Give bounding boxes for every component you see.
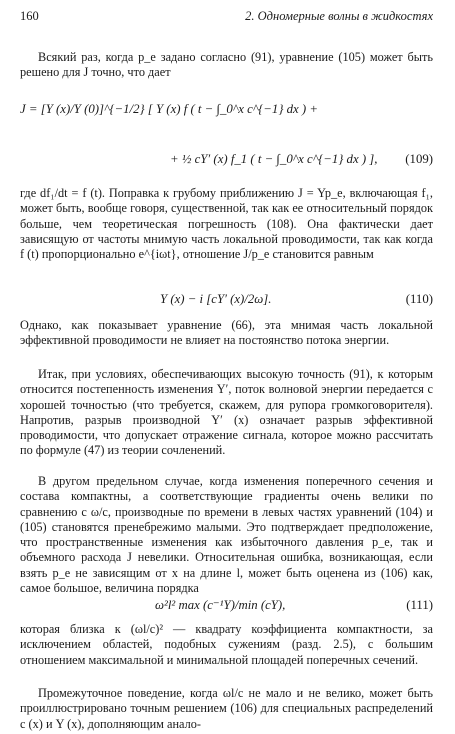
paragraph-5 xyxy=(20,474,433,596)
equation-109-line-1-text: J = [Y (x)/Y (0)]^{−1/2} [ Y (x) f ( t − ∫_0^x c^{−1} dx ) + xyxy=(20,102,319,116)
paragraph-2-text: где df₁/dt = f (t). Поправка к грубому приближению J = Yp_e, включающая f₁, может быть, вообще говоря, существенной, так как ее относительный порядок больше, чем теоретическая погрешность (108). Она фактически дает зависящую от частоты мнимую часть локальной проводимости, так как когда f (t) пропорционально e^{iωt}, отношение J/p_e становится равным xyxy=(20,186,433,262)
paragraph-2 xyxy=(20,186,433,262)
equation-110-number: (110) xyxy=(405,292,433,306)
running-title: 2. Одномерные волны в жидкостях xyxy=(245,9,433,23)
paragraph-3-text: Однако, как показывает уравнение (66), эта мнимая часть локальной эффективной проводимости не влияет на постоянство потока энергии. xyxy=(20,318,433,348)
paragraph-1 xyxy=(20,50,433,81)
page-header xyxy=(20,9,433,25)
paragraph-4 xyxy=(20,367,433,459)
paragraph-1-text: Всякий раз, когда p_e задано согласно (91), уравнение (105) может быть решено для J точно, что дает xyxy=(20,50,433,80)
paragraph-3 xyxy=(20,318,433,349)
paragraph-4-text: Итак, при условиях, обеспечивающих высокую точность (91), к которым относится постепенность изменения Y′, поток волновой энергии передается с хорошей точностью (что требуется, скажем, для рупора громкоговорителя). Напротив, разрыв производной Y′ (x) означает разрыв эффективной проводимости, что допускает отражение сигнала, которое можно рассчитать по формуле (47) из теории сочленений. xyxy=(20,367,433,458)
equation-111 xyxy=(20,598,433,614)
equation-111-text: ω²l² max (c⁻¹Y)/min (cY), xyxy=(155,598,286,612)
equation-109-line-2 xyxy=(20,140,433,186)
page-number: 160 xyxy=(20,9,39,23)
equation-109-line-2-text: + ½ cY′ (x) f_1 ( t − ∫_0^x c^{−1} dx ) ], xyxy=(170,152,378,166)
equation-110-text: Y (x) − i [cY′ (x)/2ω]. xyxy=(160,292,272,306)
paragraph-5-text: В другом предельном случае, когда изменения поперечного сечения и состава компактны, а соответствующие градиенты очень велики по сравнению с ω/c, производные по времени в левых частях уравнений (104) и (105) становятся пренебрежимо малыми. Это подтверждает предположение, что пространственные изменения как избыточного давления p_e, так и объемного расхода J невелики. Относительная ошибка, возникающая, если взять p_e не зависящим от x на длине l, может быть оценена из (106) как, самое большое, величина порядка xyxy=(20,474,433,596)
paragraph-7-text: Промежуточное поведение, когда ωl/c не мало и не велико, может быть проиллюстрировано точным решением (106) для специальных распределений c (x) и Y (x), дополняющим анало- xyxy=(20,686,433,731)
equation-110 xyxy=(20,292,433,308)
equation-111-number: (111) xyxy=(406,598,433,612)
paragraph-6 xyxy=(20,622,433,668)
paragraph-7 xyxy=(20,686,433,732)
equation-109-line-1 xyxy=(20,88,433,134)
equation-109-number: (109) xyxy=(405,152,433,166)
paragraph-6-text: которая близка к (ωl/c)² — квадрату коэффициента компактности, за исключением областей, подобных сужениям (разд. 2.5), с большим отношением максимальной и минимальной площадей поперечных сечений. xyxy=(20,622,433,667)
